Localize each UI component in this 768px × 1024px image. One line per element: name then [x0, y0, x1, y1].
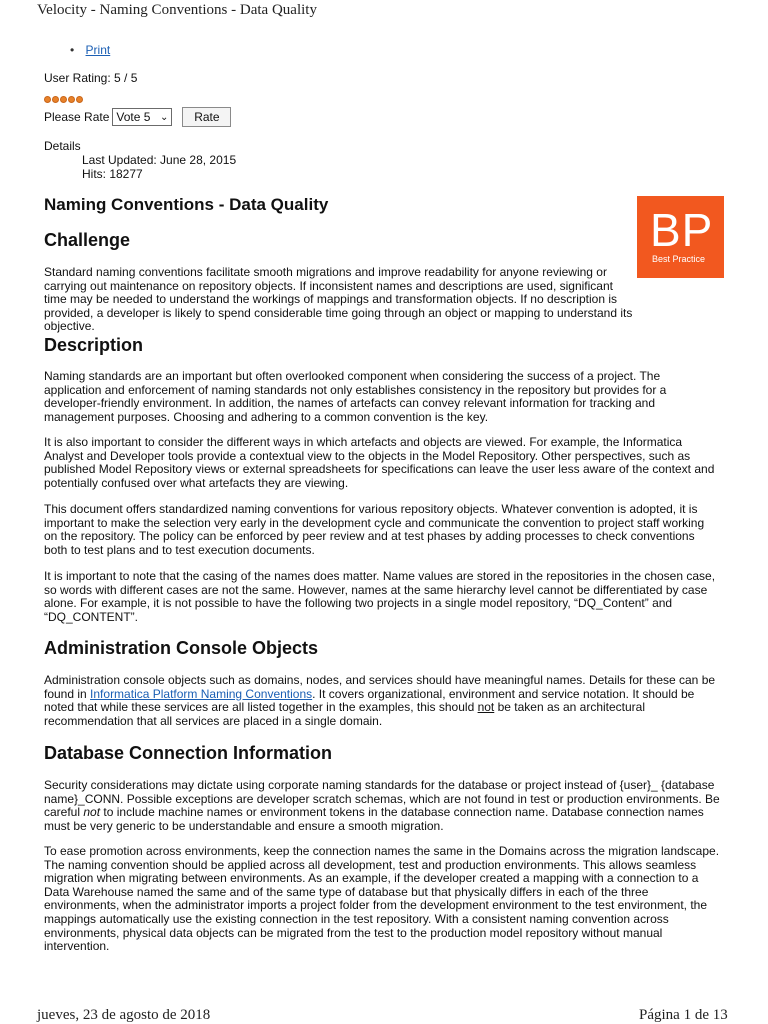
description-para-4: It is important to note that the casing of the names does matter. Name values are stored in the repositories in the chosen case, so words with different cases are not the same. However, names at the same hierarchy level cannot be differentiated by case alone. For example, it is not possible to have the following two projects in a single model repository, “DQ_Content” and “DQ_CONTENT”.: [44, 569, 716, 624]
database-para-1-emphasis: not: [83, 805, 101, 820]
footer-date: jueves, 23 de agosto de 2018: [37, 1007, 211, 1023]
chevron-down-icon: ⌄: [159, 111, 169, 123]
description-para-3: This document offers standardized naming conventions for various repository objects. Whatever convention is adopted, it is important to make the selection very early in the development cycle and communicate the convention to project staff working on the repository. The policy can be enforced by peer review and at test phases by adding processes to check conventions both to test plans and to test execution documents.: [44, 502, 705, 557]
star-icon: [68, 96, 75, 103]
star-icon: [60, 96, 67, 103]
print-link-row: [70, 43, 110, 57]
rating-stars: [44, 96, 83, 103]
star-icon: [76, 96, 83, 103]
challenge-heading: Challenge: [44, 230, 131, 250]
article-title: Naming Conventions - Data Quality: [44, 195, 329, 214]
print-header-title: Velocity - Naming Conventions - Data Quality: [37, 2, 317, 18]
database-para-1-pre: Security considerations may dictate using corporate naming standards for the database or project instead of {user}_ {database name}_CONN. Possible exceptions are developer scratch schemas, which are not found in test or production environments. Be careful: [44, 778, 720, 820]
bp-logo-letters: BP: [650, 204, 714, 256]
hits-count: Hits: 18277: [82, 167, 143, 181]
last-updated: Last Updated: June 28, 2015: [82, 153, 237, 167]
best-practice-logo: [637, 196, 724, 278]
admin-text: [44, 674, 720, 728]
vote-select-value: Vote 5: [116, 110, 151, 124]
details-label: Details: [44, 139, 81, 153]
bp-logo-caption: Best Practice: [652, 254, 706, 264]
database-heading: Database Connection Information: [44, 743, 333, 763]
admin-text-pre: Administration console objects such as domains, nodes, and services should have meaningful names. Details for these can be found in: [44, 673, 716, 701]
admin-text-mid: . It covers organizational, environment and service notation. It should be noted that while these services are all listed together in the examples, this should: [44, 686, 695, 715]
star-icon: [44, 96, 51, 103]
database-para-2: To ease promotion across environments, keep the connection names the same in the Domains across the migration landscape. The naming convention should be applied across all development, test and production environments. This allows seamless migration when migrating between environments. As an example, if the developer created a mapping with a connection to a Data Warehouse named the same and of the same type of database but that physically differs in each of the three environments, when the administrator imports a project folder from the development environment to the test environment, the mappings automatically use the existing connection in the test repository. With a consistent naming convention across environments, physical data objects can be migrated from the test to the production model repository without manual intervention.: [44, 844, 720, 954]
bullet-icon: •: [70, 43, 75, 57]
admin-heading: Administration Console Objects: [44, 638, 319, 658]
description-para-1: Naming standards are an important but often overlooked component when considering the success of a project. The application and enforcement of naming standards not only establishes consistency in the repository but provides for a developer-friendly environment. In addition, the names of artefacts can convey relevant information for tracking and management purposes. Choosing and adhering to a common convention is the key.: [44, 369, 667, 424]
description-para-2: It is also important to consider the different ways in which artefacts and objects are viewed. For example, the Informatica Analyst and Developer tools provide a contextual view to the objects in the Model Repository. Other perspectives, such as published Model Repository views or external spreadsheets for specifications can leave the user less aware of the context and potentially confused over what artefacts they are viewing.: [44, 435, 715, 490]
admin-text-emphasis: not: [477, 700, 495, 715]
footer-page-number: Página 1 de 13: [639, 1007, 728, 1023]
please-rate-label: Please Rate: [44, 110, 110, 124]
admin-text-post: be taken as an architectural recommendation that all services are placed in a single domain.: [44, 700, 646, 728]
rate-button[interactable]: Rate: [182, 107, 231, 127]
details-block: [44, 139, 236, 181]
database-para-1: [44, 779, 720, 833]
vote-select[interactable]: [112, 108, 172, 126]
user-rating: User Rating: 5 / 5: [44, 71, 138, 85]
challenge-text: Standard naming conventions facilitate smooth migrations and improve readability for anyone reviewing or carrying out maintenance on repository objects. If inconsistent names and descriptions are used, significant time may be needed to understand the workings of mappings and transformation objects. If no description is provided, a developer is likely to spend considerable time going through an object or mapping to understand its objective.: [44, 265, 633, 334]
naming-conventions-link[interactable]: Informatica Platform Naming Conventions: [90, 686, 313, 701]
database-para-1-post: to include machine names or environment tokens in the database connection name. Database connection names must be very generic to be understandable and ensure a smooth migration.: [44, 805, 704, 833]
print-link[interactable]: Print: [85, 43, 111, 57]
description-heading: Description: [44, 335, 144, 355]
star-icon: [52, 96, 59, 103]
vote-row: [44, 107, 231, 127]
